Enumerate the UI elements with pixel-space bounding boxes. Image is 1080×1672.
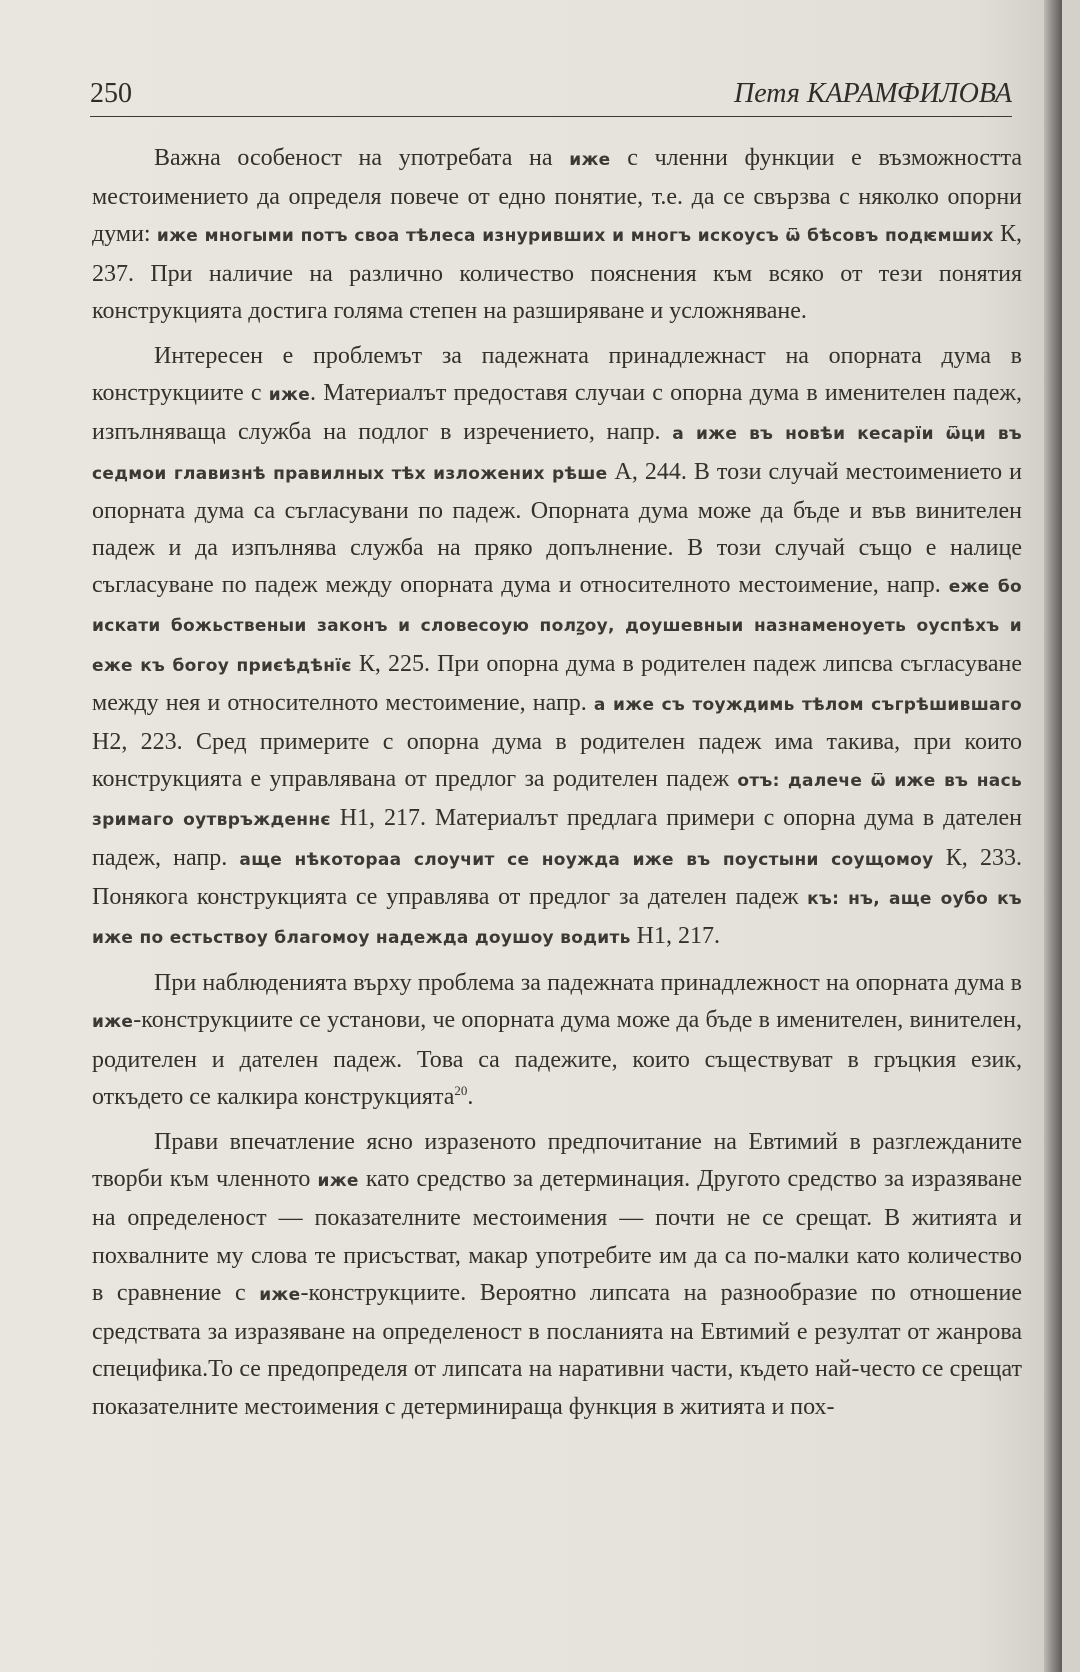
text-run: [780, 766, 788, 792]
text-run: Прави впечатление ясно изразеното предпочитание на Евтимий в разглежданите творби към членното: [92, 1129, 1022, 1193]
text-run: Интересен е проблемът за падежната принадлежнаст на опорната дума в конструкциите с: [92, 343, 1022, 407]
church-slavonic-citation: еже бо искати божьственыи законъ и словесоую полꙁоу, доушевныи назнаменоуеть оуспѣхъ и еже къ богоу приєѣдѣнїє: [92, 577, 1022, 676]
text-run: К, 233. Понякога конструкцията се управлява от предлог за дателен падеж: [92, 844, 1022, 910]
text-run: . Материалът предоставя случаи с опорна дума в именителен падеж, изпълняваща служба на подлог в изречението, напр.: [92, 380, 1022, 446]
church-slavonic-citation: иже: [259, 1284, 301, 1305]
text-run: К, 225. При опорна дума в родителен падеж липсва съгласуване между нея и относителното местоимение, напр.: [92, 650, 1022, 716]
body-text: [92, 140, 1022, 1426]
text-run: Важна особеност на употребата на: [154, 145, 570, 171]
church-slavonic-citation: иже: [92, 1012, 134, 1033]
text-run: К, 237. При наличие на различно количество пояснения към всяко от тези понятия конструкцията достига голяма степен на разширяване и усложняване.: [92, 221, 1022, 324]
page-number: 250: [90, 78, 132, 109]
church-slavonic-citation: иже: [268, 385, 311, 406]
text-run: Н1, 217.: [630, 923, 720, 950]
text-run: -конструкциите. Вероятно липсата на разнообразие по отношение средствата за изразяване на определеност в посланията на Евтимий е резултат от жанрова специфика.То се предопределя от липсата на наративни части, където най-често се срещат показателните местоимения с детерминираща функция в житията и пох-: [92, 1279, 1022, 1420]
church-slavonic-citation: далече ѿ иже въ нась зримаго оутвръжденнє: [92, 771, 1023, 831]
church-slavonic-citation: иже многыми потъ своа тѣлеса изнуривших и многъ искоусъ ѿ бѣсовъ подѥмших: [156, 226, 994, 247]
church-slavonic-citation: а иже въ новѣи кесарїи ѿци въ седмои главизнѣ правилных тѣх изложених рѣше: [92, 424, 1022, 484]
text-run: с членни функции е възможността местоимението да определя повече от едно понятие, т.е. да се свързва с няколко опорни думи:: [92, 145, 1023, 248]
text-run: -конструкциите се установи, че опорната дума може да бъде в именителен, винителен, родителен и дателен падеж. Това са падежите, които съществуват в гръцкия език, откъдето се калкира конструкцията: [92, 1007, 1022, 1110]
paragraph: [92, 140, 1022, 330]
text-run: Н2, 223. Сред примерите с опорна дума в родителен падеж има такива, при които конструкцията е управлявана от предлог за родителен падеж: [92, 729, 1022, 793]
paragraph: [92, 338, 1022, 957]
church-slavonic-citation: аще нѣкотораа слоучит се ноужда иже въ поустыни соущомоу: [239, 849, 934, 870]
author-running-head: Петя КАРАМФИЛОВА: [734, 78, 1012, 109]
church-slavonic-citation: иже: [569, 150, 611, 170]
church-slavonic-citation: а иже съ тоуждимь тѣлом съгрѣшившаго: [593, 694, 1022, 715]
paragraph: [92, 1124, 1022, 1426]
text-run: А, 244. В този случай местоимението и опорната дума са съгласувани по падеж. Опорната дума може да бъде и във винителен падеж и да изпълнява служба на пряко допълнение. В този случай също е налице съгласуване по падеж между опорната дума и относителното местоимение, напр.: [92, 458, 1022, 599]
text-run: Н1, 217. Материалът предлага примери с опорна дума в дателен падеж, напр.: [92, 805, 1022, 871]
church-slavonic-citation: къ: нъ, аще оубо къ иже по естьствоу благомоу надежда доушоу водить: [92, 888, 1022, 949]
church-slavonic-citation: отъ:: [737, 771, 780, 792]
running-header: [90, 72, 1012, 117]
text-run: .: [467, 1083, 474, 1110]
text-run: като средство за детерминация. Другото средство за изразяване на определеност — показателните местоимения — почти не се срещат. В житията и похвалните му слова те присъстват, макар употребите им да са по-малки като количество в сравнение с: [92, 1166, 1022, 1306]
paragraph: [92, 965, 1022, 1116]
footnote-marker: 20: [454, 1082, 468, 1098]
text-run: При наблюденията върху проблема за падежната принадлежност на опорната дума в: [154, 970, 1022, 997]
church-slavonic-citation: иже: [317, 1171, 359, 1192]
page-edge-shadow: [1044, 0, 1062, 1672]
